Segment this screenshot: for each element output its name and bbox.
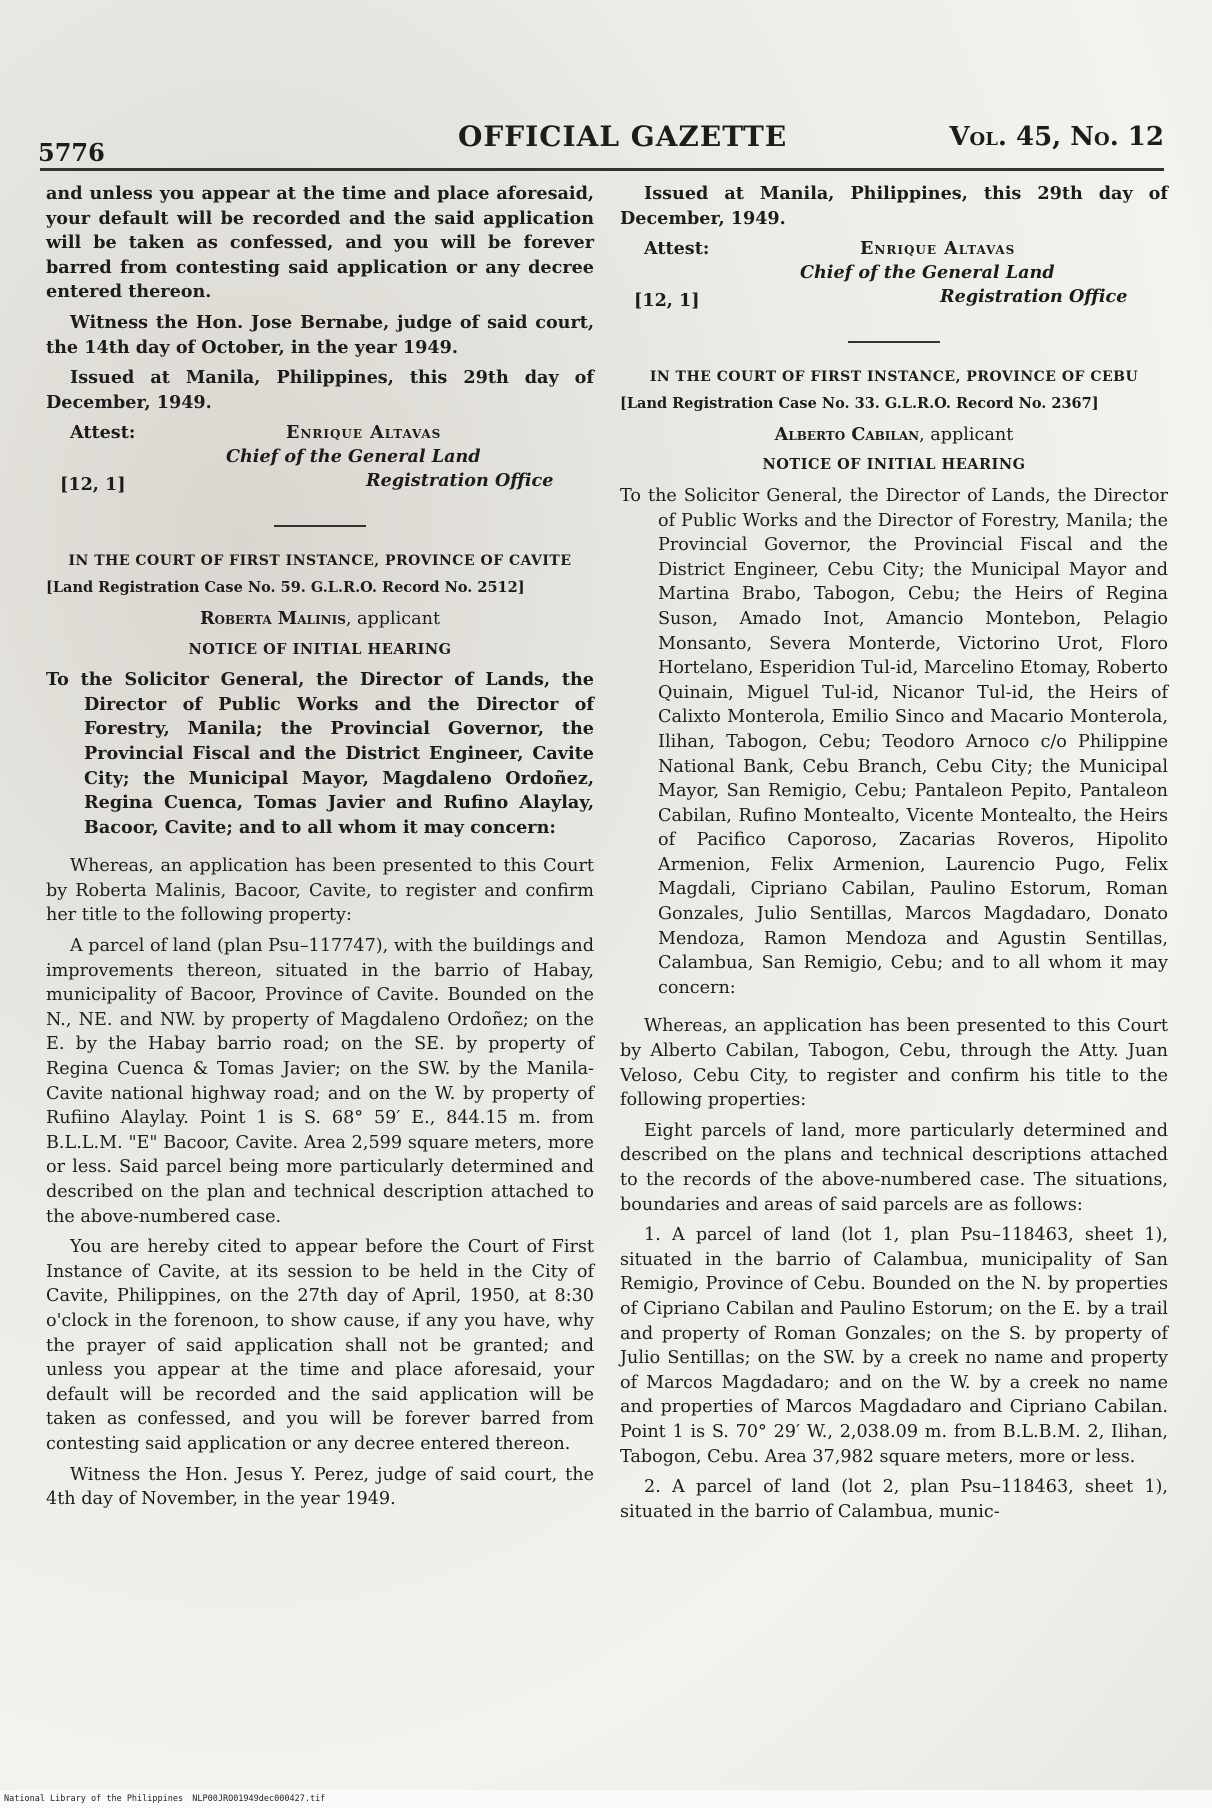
attest-reference: [12, 1]: [634, 290, 700, 312]
page-number: 5776: [38, 138, 105, 167]
witness-paragraph: Witness the Hon. Jesus Y. Perez, judge of said court, the 4th day of November, in the year 1949.: [46, 1464, 594, 1510]
applicant-suffix: , applicant: [919, 424, 1014, 445]
case-reference: [Land Registration Case No. 59. G.L.R.O. Record No. 2512]: [46, 579, 525, 597]
scan-footer: [0, 1790, 1212, 1808]
left-witness-1: Witness the Hon. Jose Bernabe, judge of said court, the 14th day of October, in the year 1949.: [46, 311, 594, 358]
attest-role-line-1: Chief of the General Land: [226, 446, 481, 468]
library-credit: National Library of the Philippines: [4, 1794, 184, 1804]
attest-reference: [12, 1]: [60, 474, 126, 496]
court-heading: IN THE COURT OF FIRST INSTANCE, PROVINCE OF CAVITE: [68, 553, 572, 570]
left-issued: Issued at Manila, Philippines, this 29th day of December, 1949.: [46, 367, 594, 413]
attest-role-line-1: Chief of the General Land: [800, 262, 1055, 284]
whereas-paragraph: Whereas, an application has been presented to this Court by Alberto Cabilan, Tabogon, Cebu, through the Atty. Juan Veloso, Cebu City, to register and confirm his title to the following properties:: [620, 1016, 1168, 1111]
notice-heading: NOTICE OF INITIAL HEARING: [762, 456, 1026, 474]
right-attest-block: [620, 237, 1168, 323]
applicant-name: Roberta Malinis: [199, 607, 346, 629]
left-continuation: and unless you appear at the time and place aforesaid, your default will be recorded and the said application will be taken as confessed, and you will be forever barred from contesting said application or any decree entered thereon.: [46, 183, 594, 303]
applicant-line: [46, 607, 594, 632]
addressees: To the Solicitor General, the Director of Lands, the Director of Public Works and the Director of Forestry, Manila; the Provincial Governor, the Provincial Fiscal and the District Engineer, Cebu City; the Municipal Mayor and Martina Brabo, Tabogon, Cebu; the Heirs of Regina Suson, Amado Inot, Amancio Montebon, Pelagio Monsanto, Severa Monterde, Victorino Urot, Floro Hortelano, Esperidion Tul-id, Marcelino Etomay, Roberto Quinain, Miguel Tul-id, Nicanor Tul-id, the Heirs of Calixto Monterola, Emilio Sinco and Macario Monterola, Ilihan, Tabogon, Cebu; Teodoro Arnoco c/o Philippine National Bank, Cebu Branch, Cebu City; the Municipal Mayor, San Remigio, Cebu; Pantaleon Pepito, Pantaleon Cabilan, Rufino Montealto, Vicente Montealto, the Heirs of Pacifico Caporoso, Zacarias Roveros, Hipolito Armenion, Felix Armenion, Laurencio Pugo, Felix Magdali, Cipriano Cabilan, Paulino Estorum, Roman Gonzales, Julio Sentillas, Marcos Magdadaro, Donato Mendoza, Ramon Mendoza and Agustin Sentillas, Calambua, San Remigio, Cebu; and to all whom it may concern:: [620, 485, 1168, 998]
applicant-suffix: , applicant: [345, 608, 441, 629]
attest-label: Attest:: [644, 238, 710, 260]
volume-number: Vol. 45, No. 12: [949, 122, 1164, 152]
case-reference: [Land Registration Case No. 33. G.L.R.O. Record No. 2367]: [620, 395, 1099, 413]
whereas-paragraph: Whereas, an application has been presented to this Court by Roberta Malinis, Bacoor, Cavite, to register and confirm her title to the following property:: [46, 856, 594, 926]
right-column: [620, 182, 1168, 1530]
gazette-title: OFFICIAL GAZETTE: [458, 120, 788, 153]
applicant-line: [620, 423, 1168, 448]
lot-1-description: 1. A parcel of land (lot 1, plan Psu–118463, sheet 1), situated in the barrio of Calambua, municipality of San Remigio, Province of Cebu. Bounded on the N. by properties of Cipriano Cabilan and Paulino Estorum; on the E. by a trail and property of Roman Gonzales; on the S. by property of Julio Sentillas; on the SW. by a creek no name and property of Marcos Magdadaro; and on the W. by a creek no name and properties of Marcos Magdadaro and Cipriano Cabilan. Point 1 is S. 70° 29′ W., 2,038.09 m. from B.L.B.M. 2, Ilihan, Tabogon, Cebu. Area 37,982 square meters, more or less.: [620, 1225, 1168, 1467]
section-divider: [274, 525, 366, 527]
applicant-name: Alberto Cabilan: [774, 423, 920, 445]
attest-name: Enrique Altavas: [286, 422, 442, 444]
parcel-description: A parcel of land (plan Psu–117747), with the buildings and improvements thereon, situated in the barrio of Habay, municipality of Bacoor, Province of Cavite. Bounded on the N., NE. and NW. by property of Magdaleno Ordoñez; on the E. by the Habay barrio road; on the SE. by property of Regina Cuenca & Tomas Javier; on the SW. by the Manila-Cavite national highway road; and on the W. by property of Rufiino Alaylay. Point 1 is S. 68° 59′ E., 844.15 m. from B.L.L.M. "E" Bacoor, Cavite. Area 2,599 square meters, more or less. Said parcel being more particularly determined and described on the plan and technical description attached to the above-numbered case.: [46, 936, 594, 1227]
attest-label: Attest:: [70, 422, 136, 444]
attest-role-line-2: Registration Office: [366, 470, 554, 492]
lot-2-description: 2. A parcel of land (lot 2, plan Psu–118463, sheet 1), situated in the barrio of Calambua, munic-: [620, 1477, 1168, 1522]
addressees: To the Solicitor General, the Director of Lands, the Director of Public Works and the Director of Forestry, Manila; the Provincial Governor, the Provincial Fiscal and the District Engineer, Cavite City; the Municipal Mayor, Magdaleno Ordoñez, Regina Cuenca, Tomas Javier and Rufino Alaylay, Bacoor, Cavite; and to all whom it may concern:: [46, 669, 594, 838]
header-rule: [40, 168, 1164, 171]
page-header: [38, 120, 1164, 170]
notice-heading: NOTICE OF INITIAL HEARING: [188, 640, 452, 658]
left-column: [46, 182, 594, 1518]
court-heading: IN THE COURT OF FIRST INSTANCE, PROVINCE OF CEBU: [649, 369, 1139, 386]
citation-paragraph: You are hereby cited to appear before the Court of First Instance of Cavite, at its session to be held in the City of Cavite, Philippines, on the 27th day of April, 1950, at 8:30 o'clock in the forenoon, to show cause, if any you have, why the prayer of said application shall not be granted; and unless you appear at the time and place aforesaid, your default will be recorded and the said application will be taken as confessed, and you will be forever barred from contesting said application or any decree entered thereon.: [46, 1237, 594, 1454]
section-divider: [848, 341, 940, 343]
left-attest-block: [46, 421, 594, 507]
attest-role-line-2: Registration Office: [940, 286, 1128, 308]
attest-name: Enrique Altavas: [860, 238, 1016, 260]
right-issued: Issued at Manila, Philippines, this 29th day of December, 1949.: [620, 183, 1168, 229]
scan-filename: NLP00JRO01949dec000427.tif: [192, 1794, 326, 1804]
parcels-intro: Eight parcels of land, more particularly determined and described on the plans and technical descriptions attached to the records of the above-numbered case. The situations, boundaries and areas of said parcels are as follows:: [620, 1120, 1168, 1215]
